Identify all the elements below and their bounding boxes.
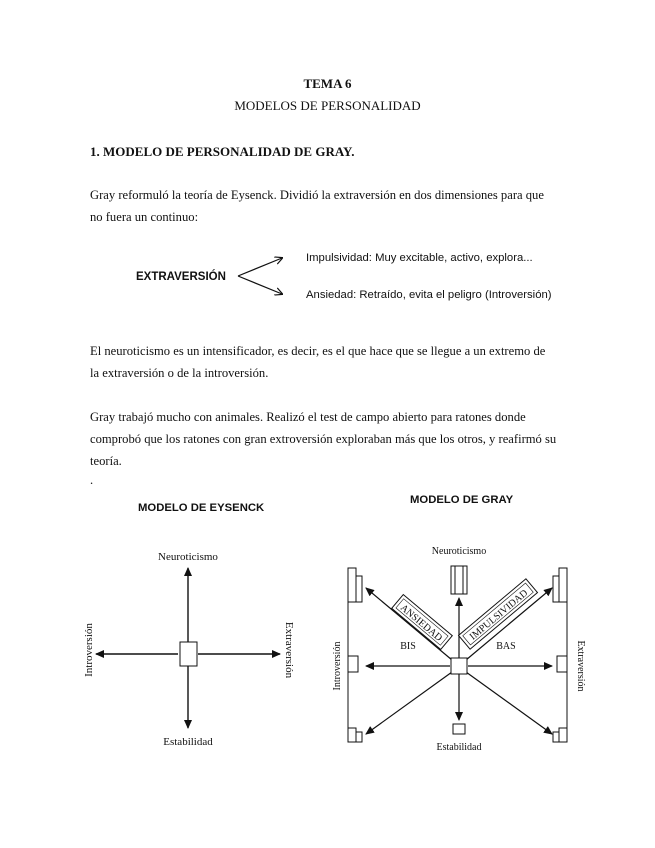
page-title: TEMA 6 xyxy=(303,76,352,91)
section-heading: 1. MODELO DE PERSONALIDAD DE GRAY. xyxy=(90,144,355,159)
extraversion-split-arrows xyxy=(232,252,292,298)
gray-model-diagram xyxy=(326,532,594,762)
paragraph-line: El neuroticismo es un intensificador, es decir, es el que hace que se llegue a un extremo de xyxy=(90,344,546,358)
gray-title: MODELO DE GRAY xyxy=(410,494,514,506)
bottom-box xyxy=(453,724,465,734)
left-box-mid xyxy=(348,656,358,672)
paragraph-neuroticism xyxy=(90,340,564,384)
right-box-bottom xyxy=(559,728,567,742)
gray-arrow-down-right xyxy=(466,672,552,734)
bas-label: BAS xyxy=(496,641,516,652)
right-box-top-inner xyxy=(553,576,559,602)
eysenck-right-label: Extraversión xyxy=(283,621,295,679)
gray-top-label: Neuroticismo xyxy=(431,546,487,557)
arrow-impulsividad xyxy=(238,258,282,276)
branch-ansiedad: Ansiedad: Retraído, evita el peligro (Introversión) xyxy=(306,289,552,301)
right-box-top xyxy=(559,568,567,602)
eysenck-title: MODELO DE EYSENCK xyxy=(138,502,265,514)
left-box-bottom-inner xyxy=(356,732,362,742)
gray-arrow-down-left xyxy=(366,672,452,734)
paragraph-line: la extraversión o de la introversión. xyxy=(90,366,269,380)
center-box xyxy=(180,642,197,666)
left-box-top xyxy=(348,568,356,602)
left-box-bottom xyxy=(348,728,356,742)
gray-left-label: Introversión xyxy=(332,641,343,691)
paragraph-intro xyxy=(90,184,564,228)
paragraph-line: no fuera un continuo: xyxy=(90,210,199,224)
gray-right-label: Extraversión xyxy=(575,640,586,692)
top-box xyxy=(451,566,467,594)
ansiedad-label: ANSIEDAD xyxy=(397,602,445,644)
page-subtitle: MODELOS DE PERSONALIDAD xyxy=(234,98,421,113)
branch-impulsividad: Impulsividad: Muy excitable, activo, explora... xyxy=(306,252,533,264)
arrow-ansiedad xyxy=(238,276,282,294)
left-box-top-inner xyxy=(356,576,362,602)
impulsividad-label: IMPULSIVIDAD xyxy=(467,587,531,643)
paragraph-animals xyxy=(90,406,564,488)
paragraph-line: Gray reformuló la teoría de Eysenck. Dividió la extraversión en dos dimensiones para que xyxy=(90,188,544,202)
bis-label: BIS xyxy=(400,641,416,652)
gray-center-box xyxy=(451,658,467,674)
paragraph-line: teoría. xyxy=(90,454,122,468)
gray-bottom-label: Estabilidad xyxy=(436,742,482,753)
extraversion-label: EXTRAVERSIÓN xyxy=(136,271,226,283)
eysenck-model-diagram xyxy=(78,528,308,758)
paragraph-dot: . xyxy=(90,473,94,487)
eysenck-bottom-label: Estabilidad xyxy=(163,736,213,748)
right-box-bottom-inner xyxy=(553,732,559,742)
eysenck-top-label: Neuroticismo xyxy=(158,551,218,563)
eysenck-left-label: Introversión xyxy=(83,623,95,677)
right-box-mid xyxy=(557,656,567,672)
impulsividad-tag xyxy=(459,579,538,649)
paragraph-line: Gray trabajó mucho con animales. Realizó el test de campo abierto para ratones donde xyxy=(90,410,526,424)
paragraph-line: comprobó que los ratones con gran extroversión exploraban más que los otros, y reafirmó su xyxy=(90,432,557,446)
